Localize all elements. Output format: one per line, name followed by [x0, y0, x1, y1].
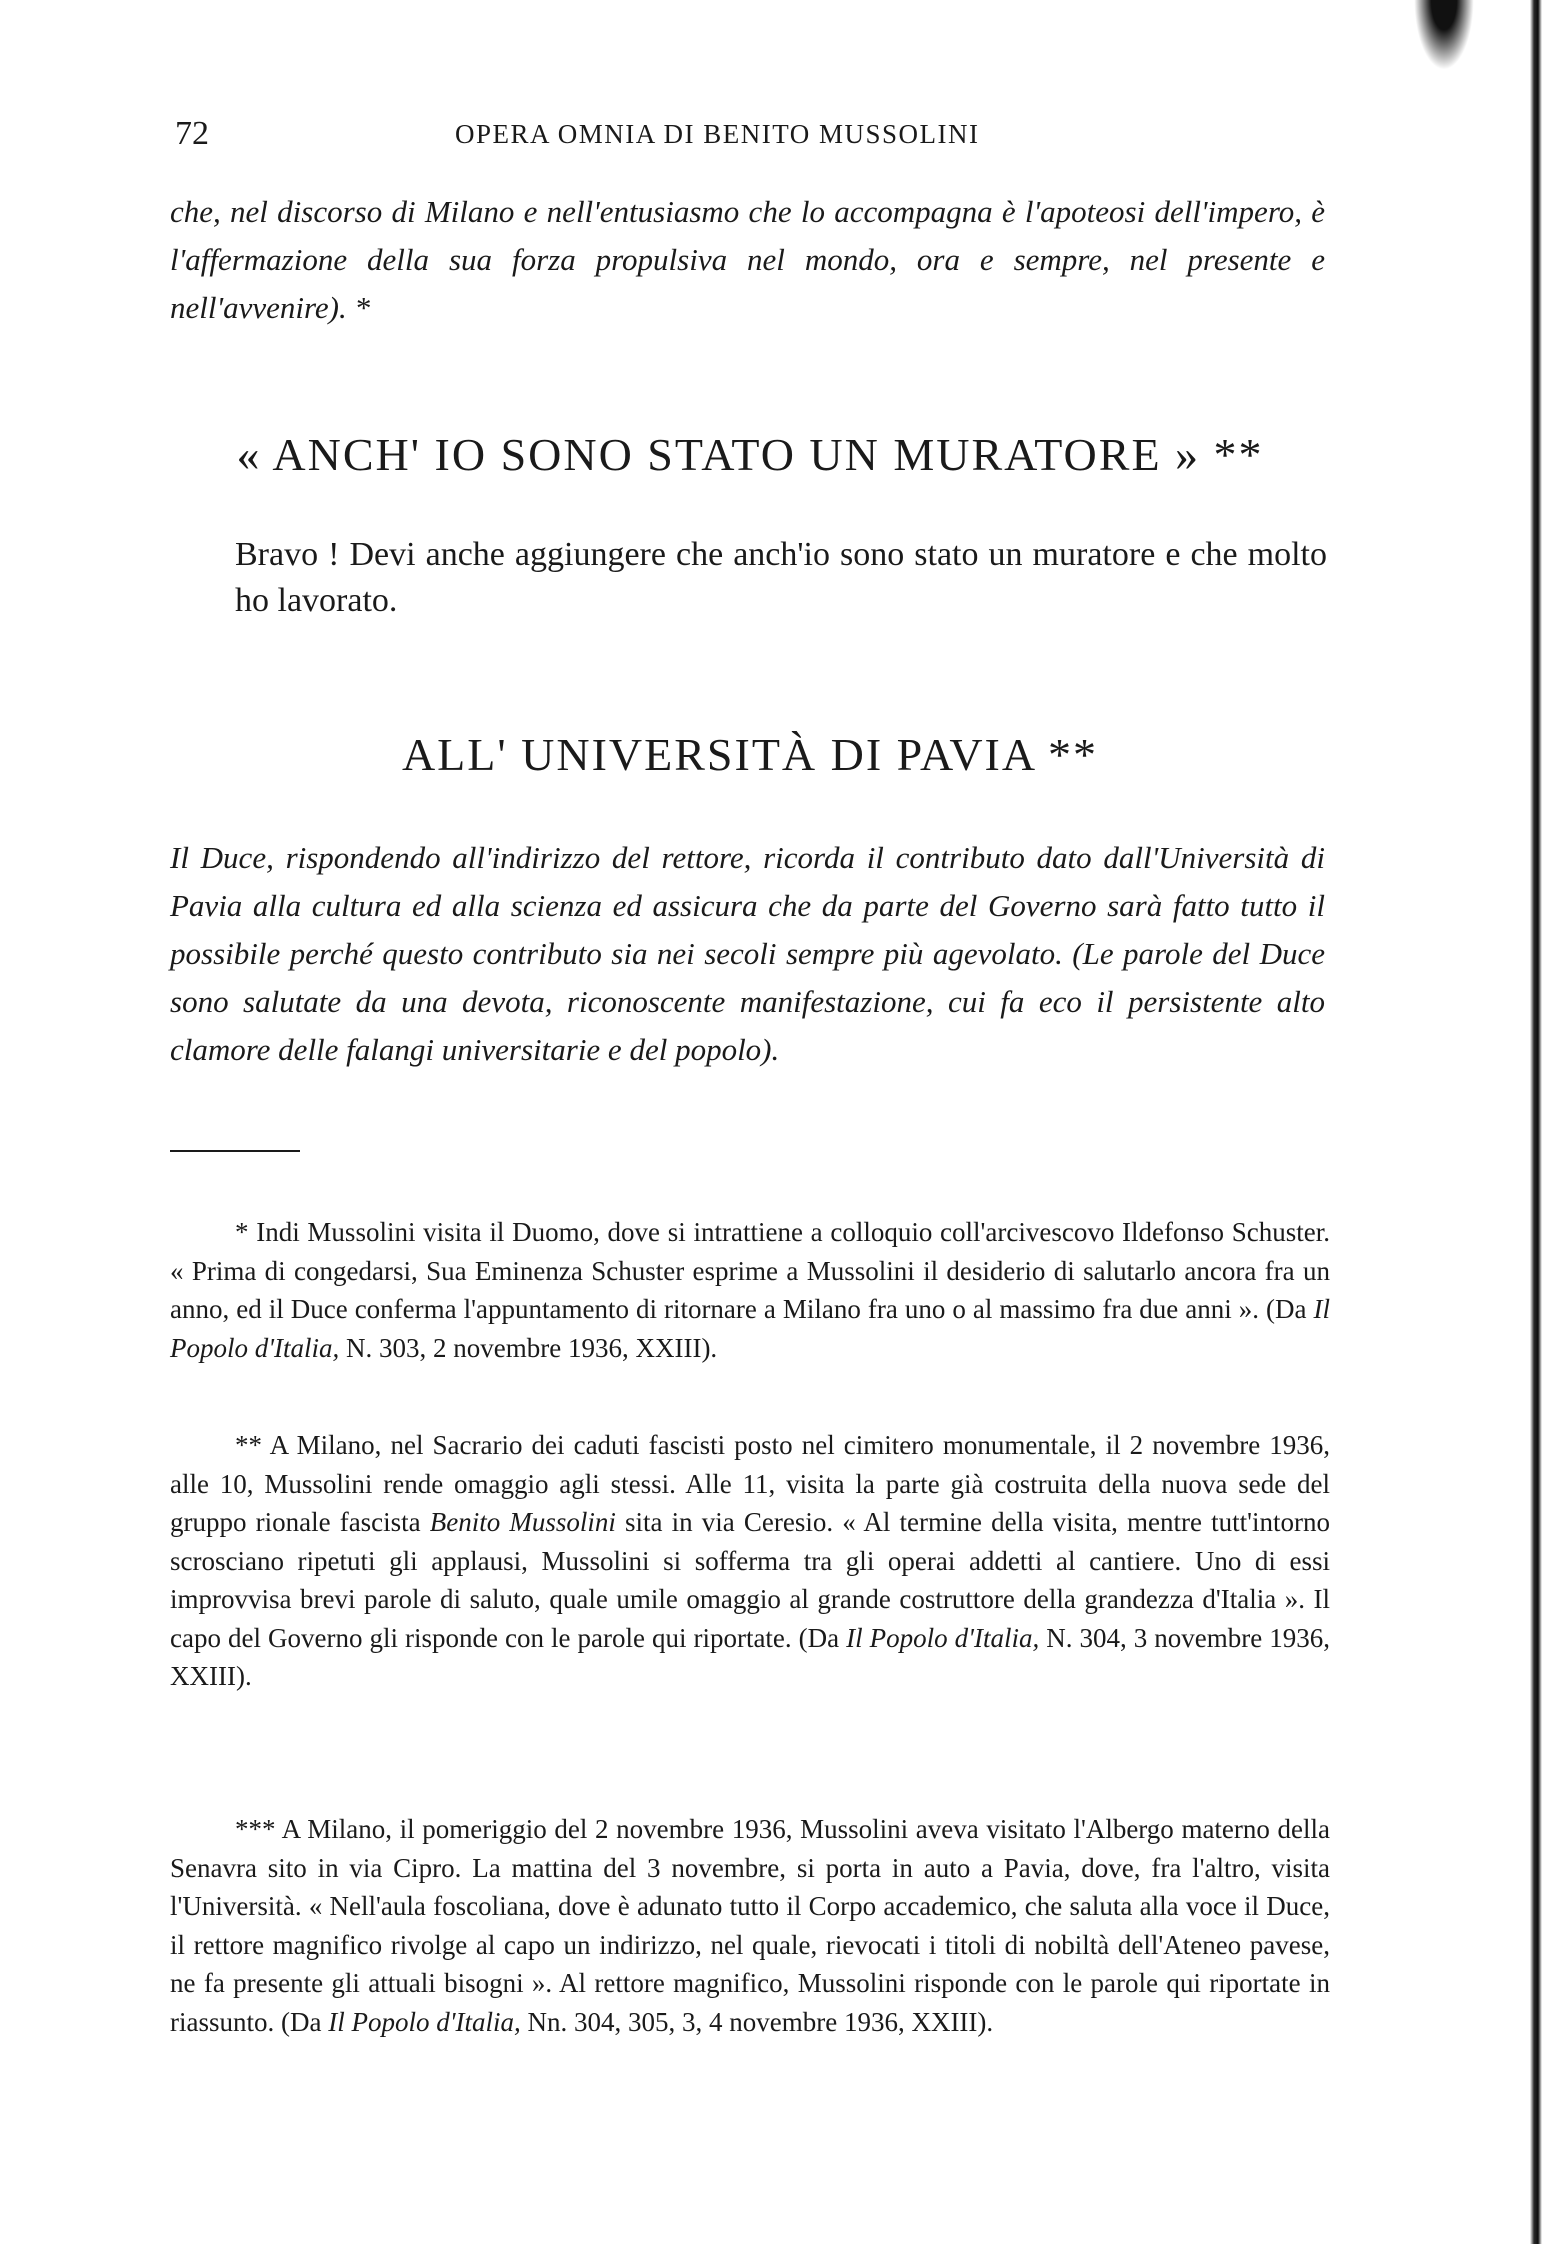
footnote-rule [170, 1150, 300, 1152]
page-header [170, 115, 1330, 155]
page-binding-shadow [1414, 0, 1474, 70]
footnote-2-place: Benito Mussolini [429, 1507, 616, 1537]
footnote-3-source: Il Popolo d'Italia, [328, 2006, 521, 2037]
section-title-muratore: « ANCH' IO SONO STATO UN MURATORE » ** [236, 429, 1264, 480]
footnote-2-text-cont: sita in via Ceresio. « Al termine della visita, mentre tutt'intorno scrosciano ripetuti gli applausi, Mussolini si sofferma tra gli operai addetti al cantiere. Uno di essi improvvisa brevi parole di saluto, quale umile omaggio al grande costruttore della grandezza d'Italia ». Il capo del Governo gli risponde con le parole qui riportate. (Da [170, 1507, 1330, 1653]
footnote-2-ref: N. 304, 3 novembre 1936, XXIII). [170, 1622, 1330, 1691]
footnote-1-ref: N. 303, 2 novembre 1936, XXIII). [339, 1332, 718, 1363]
footnote-3-ref: Nn. 304, 305, 3, 4 novembre 1936, XXIII). [520, 2006, 994, 2037]
page-number: 72 [175, 115, 209, 152]
running-title: OPERA OMNIA DI BENITO MUSSOLINI [455, 119, 980, 149]
footnote-1 [170, 1213, 1330, 1367]
footnote-1-source: Il Popolo d'Italia, [170, 1294, 1330, 1363]
footnote-2-source: Il Popolo d'Italia, [846, 1622, 1040, 1653]
section-text-pavia: Il Duce, rispondendo all'indirizzo del rettore, ricorda il contributo dato dall'Università di Pavia alla cultura ed alla scienza ed assicura che da parte del Governo sarà fatto tutto il possibile perché questo contributo sia nei secoli sempre più agevolato. (Le parole del Duce sono salutate da una devota, riconoscente manifestazione, cui fa eco il persistente alto clamore delle falangi universitarie e del popolo). [170, 840, 1325, 1067]
page-binding-edge [1434, 0, 1544, 2244]
intro-paragraph: che, nel discorso di Milano e nell'entusiasmo che lo accompagna è l'apoteosi dell'impero, è l'affermazione della sua forza propulsiva nel mondo, ora e sempre, nel presente e nell'avvenire). * [170, 194, 1325, 325]
footnote-2-text: ** A Milano, nel Sacrario dei caduti fascisti posto nel cimitero monumentale, il 2 novembre 1936, alle 10, Mussolini rende omaggio agli stessi. Alle 11, visita la parte già costruita della nuova sede del gruppo rionale fascista [170, 1430, 1330, 1537]
section-title-pavia: ALL' UNIVERSITÀ DI PAVIA ** [401, 729, 1099, 780]
footnote-2 [170, 1426, 1330, 1696]
footnote-1-text: * Indi Mussolini visita il Duomo, dove si intrattiene a colloquio coll'arcivescovo Ildefonso Schuster. « Prima di congedarsi, Sua Eminenza Schuster esprime a Mussolini il desiderio di salutarlo ancora fra un anno, ed il Duce conferma l'appuntamento di ritornare a Milano fra uno o al massimo fra due anni ». (Da [170, 1217, 1330, 1324]
footnote-3-text: *** A Milano, il pomeriggio del 2 novembre 1936, Mussolini aveva visitato l'Albergo materno della Senavra sito in via Cipro. La mattina del 3 novembre, si porta in auto a Pavia, dove, fra l'altro, visita l'Università. « Nell'aula foscoliana, dove è adunato tutto il Corpo accademico, che saluta alla voce il Duce, il rettore magnifico rivolge al capo un indirizzo, nel quale, rievocati i titoli di nobiltà dell'Ateneo pavese, ne fa presente gli attuali bisogni ». Al rettore magnifico, Mussolini risponde con le parole qui riportate in riassunto. (Da [170, 1814, 1330, 2037]
footnote-3 [170, 1810, 1330, 2041]
section-text-muratore: Bravo ! Devi anche aggiungere che anch'io sono stato un muratore e che molto ho lavorato. [235, 536, 1327, 619]
